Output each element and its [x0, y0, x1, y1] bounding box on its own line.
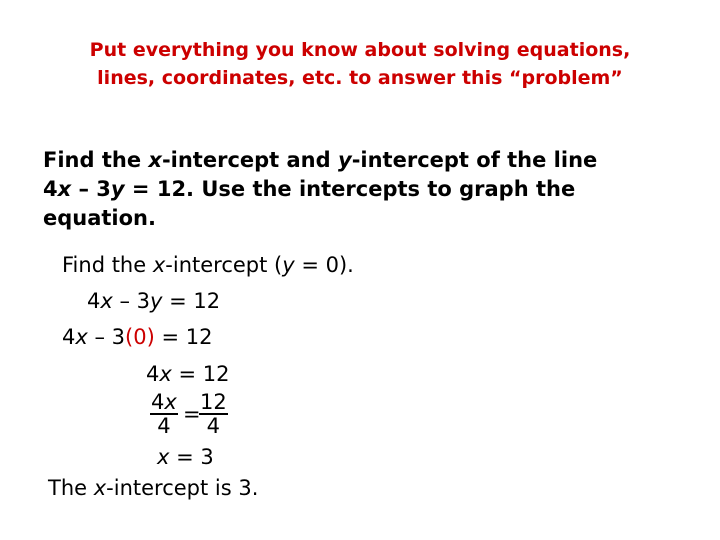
step-5 [157, 444, 214, 470]
fraction-left-denominator: 4 [157, 414, 171, 438]
text: = 12 [162, 289, 221, 313]
step-1 [87, 288, 220, 314]
var-x: x [159, 362, 172, 386]
fraction-equals: = [183, 402, 201, 426]
var-x: x [100, 289, 113, 313]
text: = 12. Use the intercepts to graph the [124, 177, 576, 201]
var-x: x [152, 253, 166, 277]
var-x: x [164, 390, 177, 414]
header-line-1: Put everything you know about solving equations, [89, 39, 631, 61]
problem-line-2 [43, 175, 703, 204]
substituted-zero: (0) [125, 325, 155, 349]
step-2 [62, 324, 212, 350]
text: Find the [43, 148, 149, 172]
solution-intro [62, 252, 354, 278]
conclusion [48, 475, 258, 501]
text: -intercept ( [165, 253, 283, 277]
text: -intercept is 3. [106, 476, 259, 500]
var-y: y [282, 253, 295, 277]
slide-header [0, 36, 720, 92]
problem-line-3: equation. [43, 206, 156, 230]
text: -intercept of the line [351, 148, 598, 172]
var-x: x [75, 325, 88, 349]
fraction-left-numerator [150, 391, 178, 415]
var-y: y [337, 148, 352, 172]
problem-statement [43, 146, 703, 233]
fraction-right-denominator: 4 [206, 414, 221, 438]
var-x: x [93, 476, 107, 500]
text: The [48, 476, 94, 500]
text: 4 [43, 177, 58, 201]
text: Find the [62, 253, 153, 277]
step-3 [146, 361, 229, 387]
text: = 12 [154, 325, 213, 349]
text: – 3 [87, 325, 126, 349]
text: = 0). [294, 253, 354, 277]
text: 4 [151, 390, 165, 414]
text: 4 [146, 362, 160, 386]
text: = 12 [171, 362, 230, 386]
text: 4 [62, 325, 76, 349]
var-x: x [157, 445, 170, 469]
text: – 3 [71, 177, 111, 201]
text: -intercept and [161, 148, 338, 172]
problem-line-1 [43, 146, 703, 175]
fraction-right [199, 391, 228, 437]
text: 4 [87, 289, 101, 313]
text: – 3 [112, 289, 151, 313]
var-y: y [150, 289, 163, 313]
var-x: x [57, 177, 72, 201]
var-x: x [148, 148, 162, 172]
header-line-2: lines, coordinates, etc. to answer this “problem” [97, 67, 623, 89]
var-y: y [110, 177, 125, 201]
fraction-right-numerator: 12 [200, 390, 227, 414]
text: = 3 [169, 445, 214, 469]
fraction-left [150, 391, 178, 437]
